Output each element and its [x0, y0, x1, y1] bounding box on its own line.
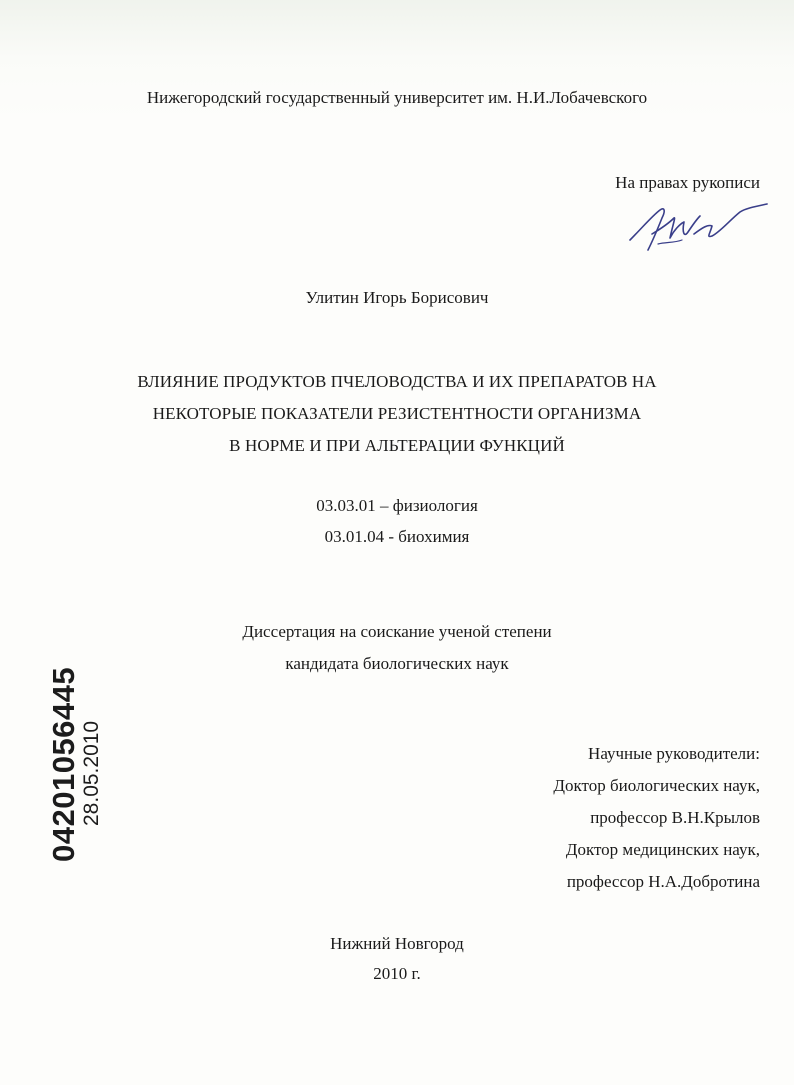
supervisor-2-name: профессор Н.А.Добротина — [566, 872, 760, 891]
university-name: Нижегородский государственный университет им. Н.И.Лобачевского — [146, 88, 648, 107]
thesis-title-line-3: В НОРМЕ И ПРИ АЛЬТЕРАЦИИ ФУНКЦИЙ — [229, 436, 565, 455]
supervisor-2-degree: Доктор медицинских наук, — [565, 840, 760, 859]
supervisor-1-name: профессор В.Н.Крылов — [590, 808, 760, 827]
author-name: Улитин Игорь Борисович — [305, 288, 489, 307]
stamp-number: 04201056445 — [46, 666, 81, 862]
degree-line-2: кандидата биологических наук — [285, 654, 509, 673]
stamp-date: 28.05.2010 — [80, 720, 103, 826]
year: 2010 г. — [373, 964, 421, 983]
thesis-title-line-2: НЕКОТОРЫЕ ПОКАЗАТЕЛИ РЕЗИСТЕНТНОСТИ ОРГАНИЗМА — [152, 404, 642, 423]
signature-image — [622, 198, 772, 258]
thesis-title-line-1: ВЛИЯНИЕ ПРОДУКТОВ ПЧЕЛОВОДСТВА И ИХ ПРЕПАРАТОВ НА — [137, 372, 657, 391]
supervisor-1-degree: Доктор биологических наук, — [553, 776, 760, 795]
supervisors-heading: Научные руководители: — [588, 744, 760, 763]
specialty-code-2: 03.01.04 - биохимия — [324, 527, 470, 546]
specialty-code-1: 03.03.01 – физиология — [316, 496, 478, 515]
manuscript-note: На правах рукописи — [615, 173, 760, 192]
degree-line-1: Диссертация на соискание ученой степени — [242, 622, 552, 641]
city: Нижний Новгород — [330, 934, 464, 953]
